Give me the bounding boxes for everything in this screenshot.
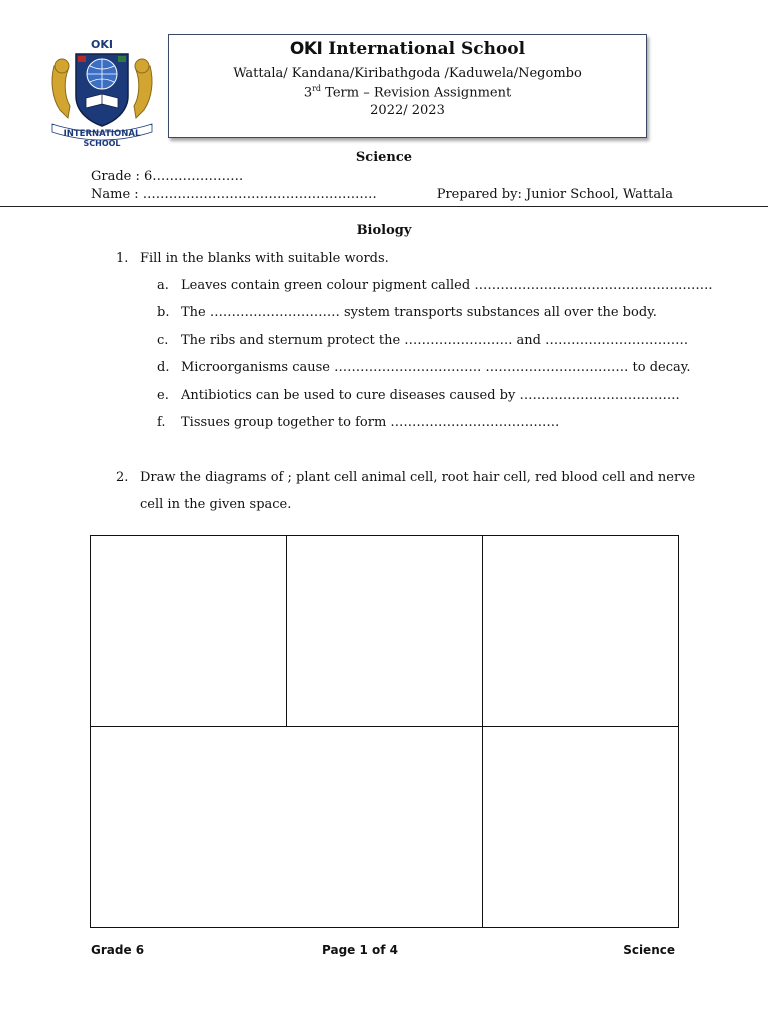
logo-caption-bottom: SCHOOL [83, 139, 121, 148]
prepared-by: Prepared by: Junior School, Wattala [436, 187, 673, 202]
footer-page-number: Page 1 of 4 [322, 943, 398, 957]
header-divider [0, 206, 768, 207]
question-text: Draw the diagrams of ; plant cell animal cell, root hair cell, red blood cell and nerve [140, 470, 696, 485]
term-number: 3 [303, 85, 313, 101]
school-logo [48, 36, 156, 152]
school-name [169, 39, 646, 59]
academic-year: 2022/ 2023 [370, 103, 445, 118]
item-letter: e. [157, 388, 169, 403]
school-brand: OKI [289, 39, 323, 59]
footer-subject: Science [623, 943, 675, 957]
fill-blank-item: Leaves contain green colour pigment called ………………………………………………. [181, 278, 713, 293]
question-text: Fill in the blanks with suitable words. [140, 251, 389, 266]
drawing-box[interactable] [482, 535, 679, 727]
question-text-continued: cell in the given space. [140, 497, 292, 512]
item-letter: d. [157, 360, 170, 375]
school-name-text: International School [328, 39, 526, 59]
drawing-box[interactable] [90, 726, 483, 928]
term-line [169, 84, 646, 100]
item-letter: a. [157, 278, 169, 293]
logo-caption-top: INTERNATIONAL [63, 129, 141, 139]
item-letter: c. [157, 333, 169, 348]
item-letter: b. [157, 305, 170, 320]
fill-blank-item: The ………………………… system transports substances all over the body. [181, 305, 657, 320]
item-letter: f. [157, 415, 166, 430]
term-suffix: rd [312, 84, 322, 93]
drawing-box[interactable] [286, 535, 483, 727]
footer-grade: Grade 6 [91, 943, 145, 957]
subject-title: Science [355, 150, 413, 165]
name-field: Name : ……………………………………………… [91, 187, 377, 202]
crest-emblem-icon [48, 36, 156, 152]
question-number: 1. [116, 251, 129, 266]
fill-blank-item: Antibiotics can be used to cure diseases caused by ………………………………. [181, 388, 680, 403]
drawing-box[interactable] [90, 535, 287, 727]
logo-brand-text: OKI [91, 38, 113, 51]
grade-field: Grade : 6………………… [91, 169, 244, 184]
question-number: 2. [116, 470, 129, 485]
drawing-box[interactable] [482, 726, 679, 928]
school-header-box [168, 34, 647, 138]
fill-blank-item: Tissues group together to form ………………………………… [181, 415, 560, 430]
branch-list: Wattala/ Kandana/Kiribathgoda /Kaduwela/Negombo [233, 66, 582, 81]
fill-blank-item: Microorganisms cause ……………………………. …………………………… to decay. [181, 360, 691, 375]
section-title: Biology [356, 223, 412, 238]
fill-blank-item: The ribs and sternum protect the ……………………. and …………………………… [181, 333, 689, 348]
term-text: Term – Revision Assignment [321, 85, 512, 101]
